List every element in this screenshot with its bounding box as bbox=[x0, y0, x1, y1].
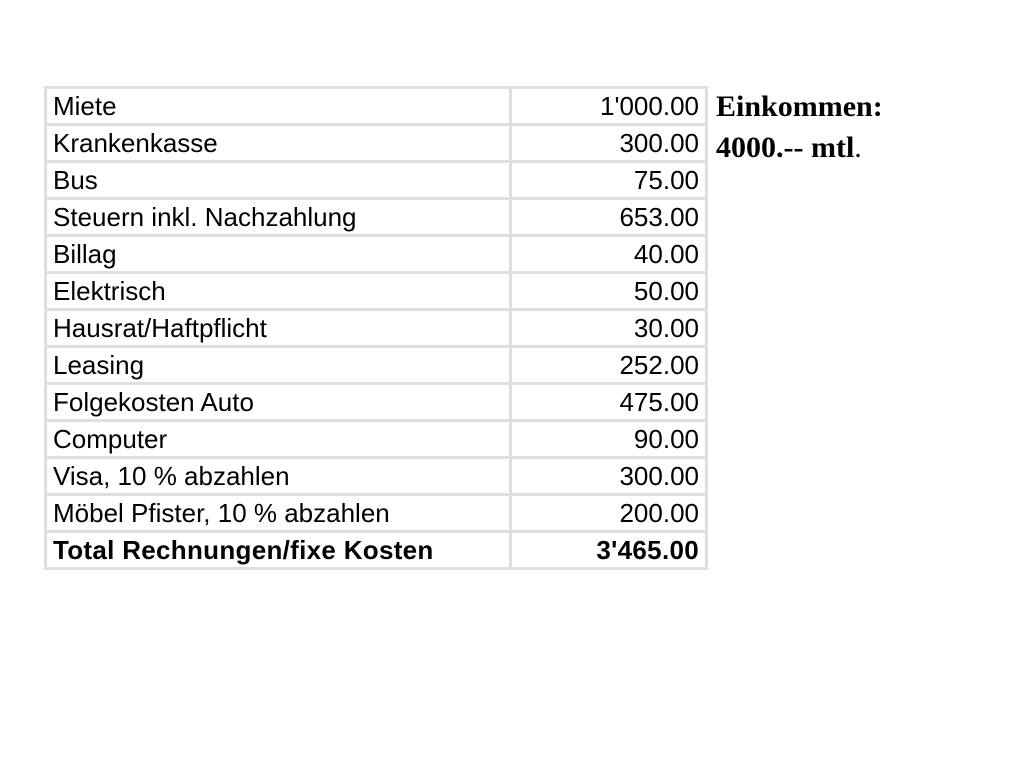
expense-label[interactable]: Elektrisch bbox=[46, 273, 511, 310]
table-row bbox=[46, 236, 707, 273]
expense-amount[interactable]: 252.00 bbox=[511, 347, 707, 384]
expense-amount[interactable]: 200.00 bbox=[511, 495, 707, 532]
expense-label[interactable]: Steuern inkl. Nachzahlung bbox=[46, 199, 511, 236]
expense-amount[interactable]: 90.00 bbox=[511, 421, 707, 458]
expense-label[interactable]: Folgekosten Auto bbox=[46, 384, 511, 421]
total-row bbox=[46, 532, 707, 569]
income-note bbox=[716, 86, 883, 168]
expense-label[interactable]: Möbel Pfister, 10 % abzahlen bbox=[46, 495, 511, 532]
expense-amount[interactable]: 300.00 bbox=[511, 458, 707, 495]
table-row bbox=[46, 421, 707, 458]
expense-amount[interactable]: 1'000.00 bbox=[511, 88, 707, 125]
total-label[interactable]: Total Rechnungen/fixe Kosten bbox=[46, 532, 511, 569]
expense-label[interactable]: Visa, 10 % abzahlen bbox=[46, 458, 511, 495]
expense-label[interactable]: Leasing bbox=[46, 347, 511, 384]
expense-amount[interactable]: 75.00 bbox=[511, 162, 707, 199]
table-row bbox=[46, 162, 707, 199]
expense-label[interactable]: Bus bbox=[46, 162, 511, 199]
income-title: Einkommen: bbox=[716, 90, 883, 123]
expense-label[interactable]: Miete bbox=[46, 88, 511, 125]
table-row bbox=[46, 310, 707, 347]
income-value-line bbox=[716, 127, 883, 168]
expense-label[interactable]: Billag bbox=[46, 236, 511, 273]
total-amount[interactable]: 3'465.00 bbox=[511, 532, 707, 569]
income-value: 4000.-- mtl bbox=[716, 131, 855, 164]
table-row bbox=[46, 458, 707, 495]
table-row bbox=[46, 384, 707, 421]
expense-amount[interactable]: 653.00 bbox=[511, 199, 707, 236]
expense-amount[interactable]: 30.00 bbox=[511, 310, 707, 347]
table-row bbox=[46, 347, 707, 384]
table-row bbox=[46, 125, 707, 162]
expense-label[interactable]: Computer bbox=[46, 421, 511, 458]
table-row bbox=[46, 495, 707, 532]
expense-amount[interactable]: 300.00 bbox=[511, 125, 707, 162]
expense-table bbox=[44, 86, 708, 570]
expense-amount[interactable]: 50.00 bbox=[511, 273, 707, 310]
income-value-suffix: . bbox=[854, 131, 862, 164]
table-row bbox=[46, 273, 707, 310]
table-row bbox=[46, 88, 707, 125]
expense-label[interactable]: Krankenkasse bbox=[46, 125, 511, 162]
expense-amount[interactable]: 40.00 bbox=[511, 236, 707, 273]
expense-amount[interactable]: 475.00 bbox=[511, 384, 707, 421]
table-row bbox=[46, 199, 707, 236]
expense-label[interactable]: Hausrat/Haftpflicht bbox=[46, 310, 511, 347]
